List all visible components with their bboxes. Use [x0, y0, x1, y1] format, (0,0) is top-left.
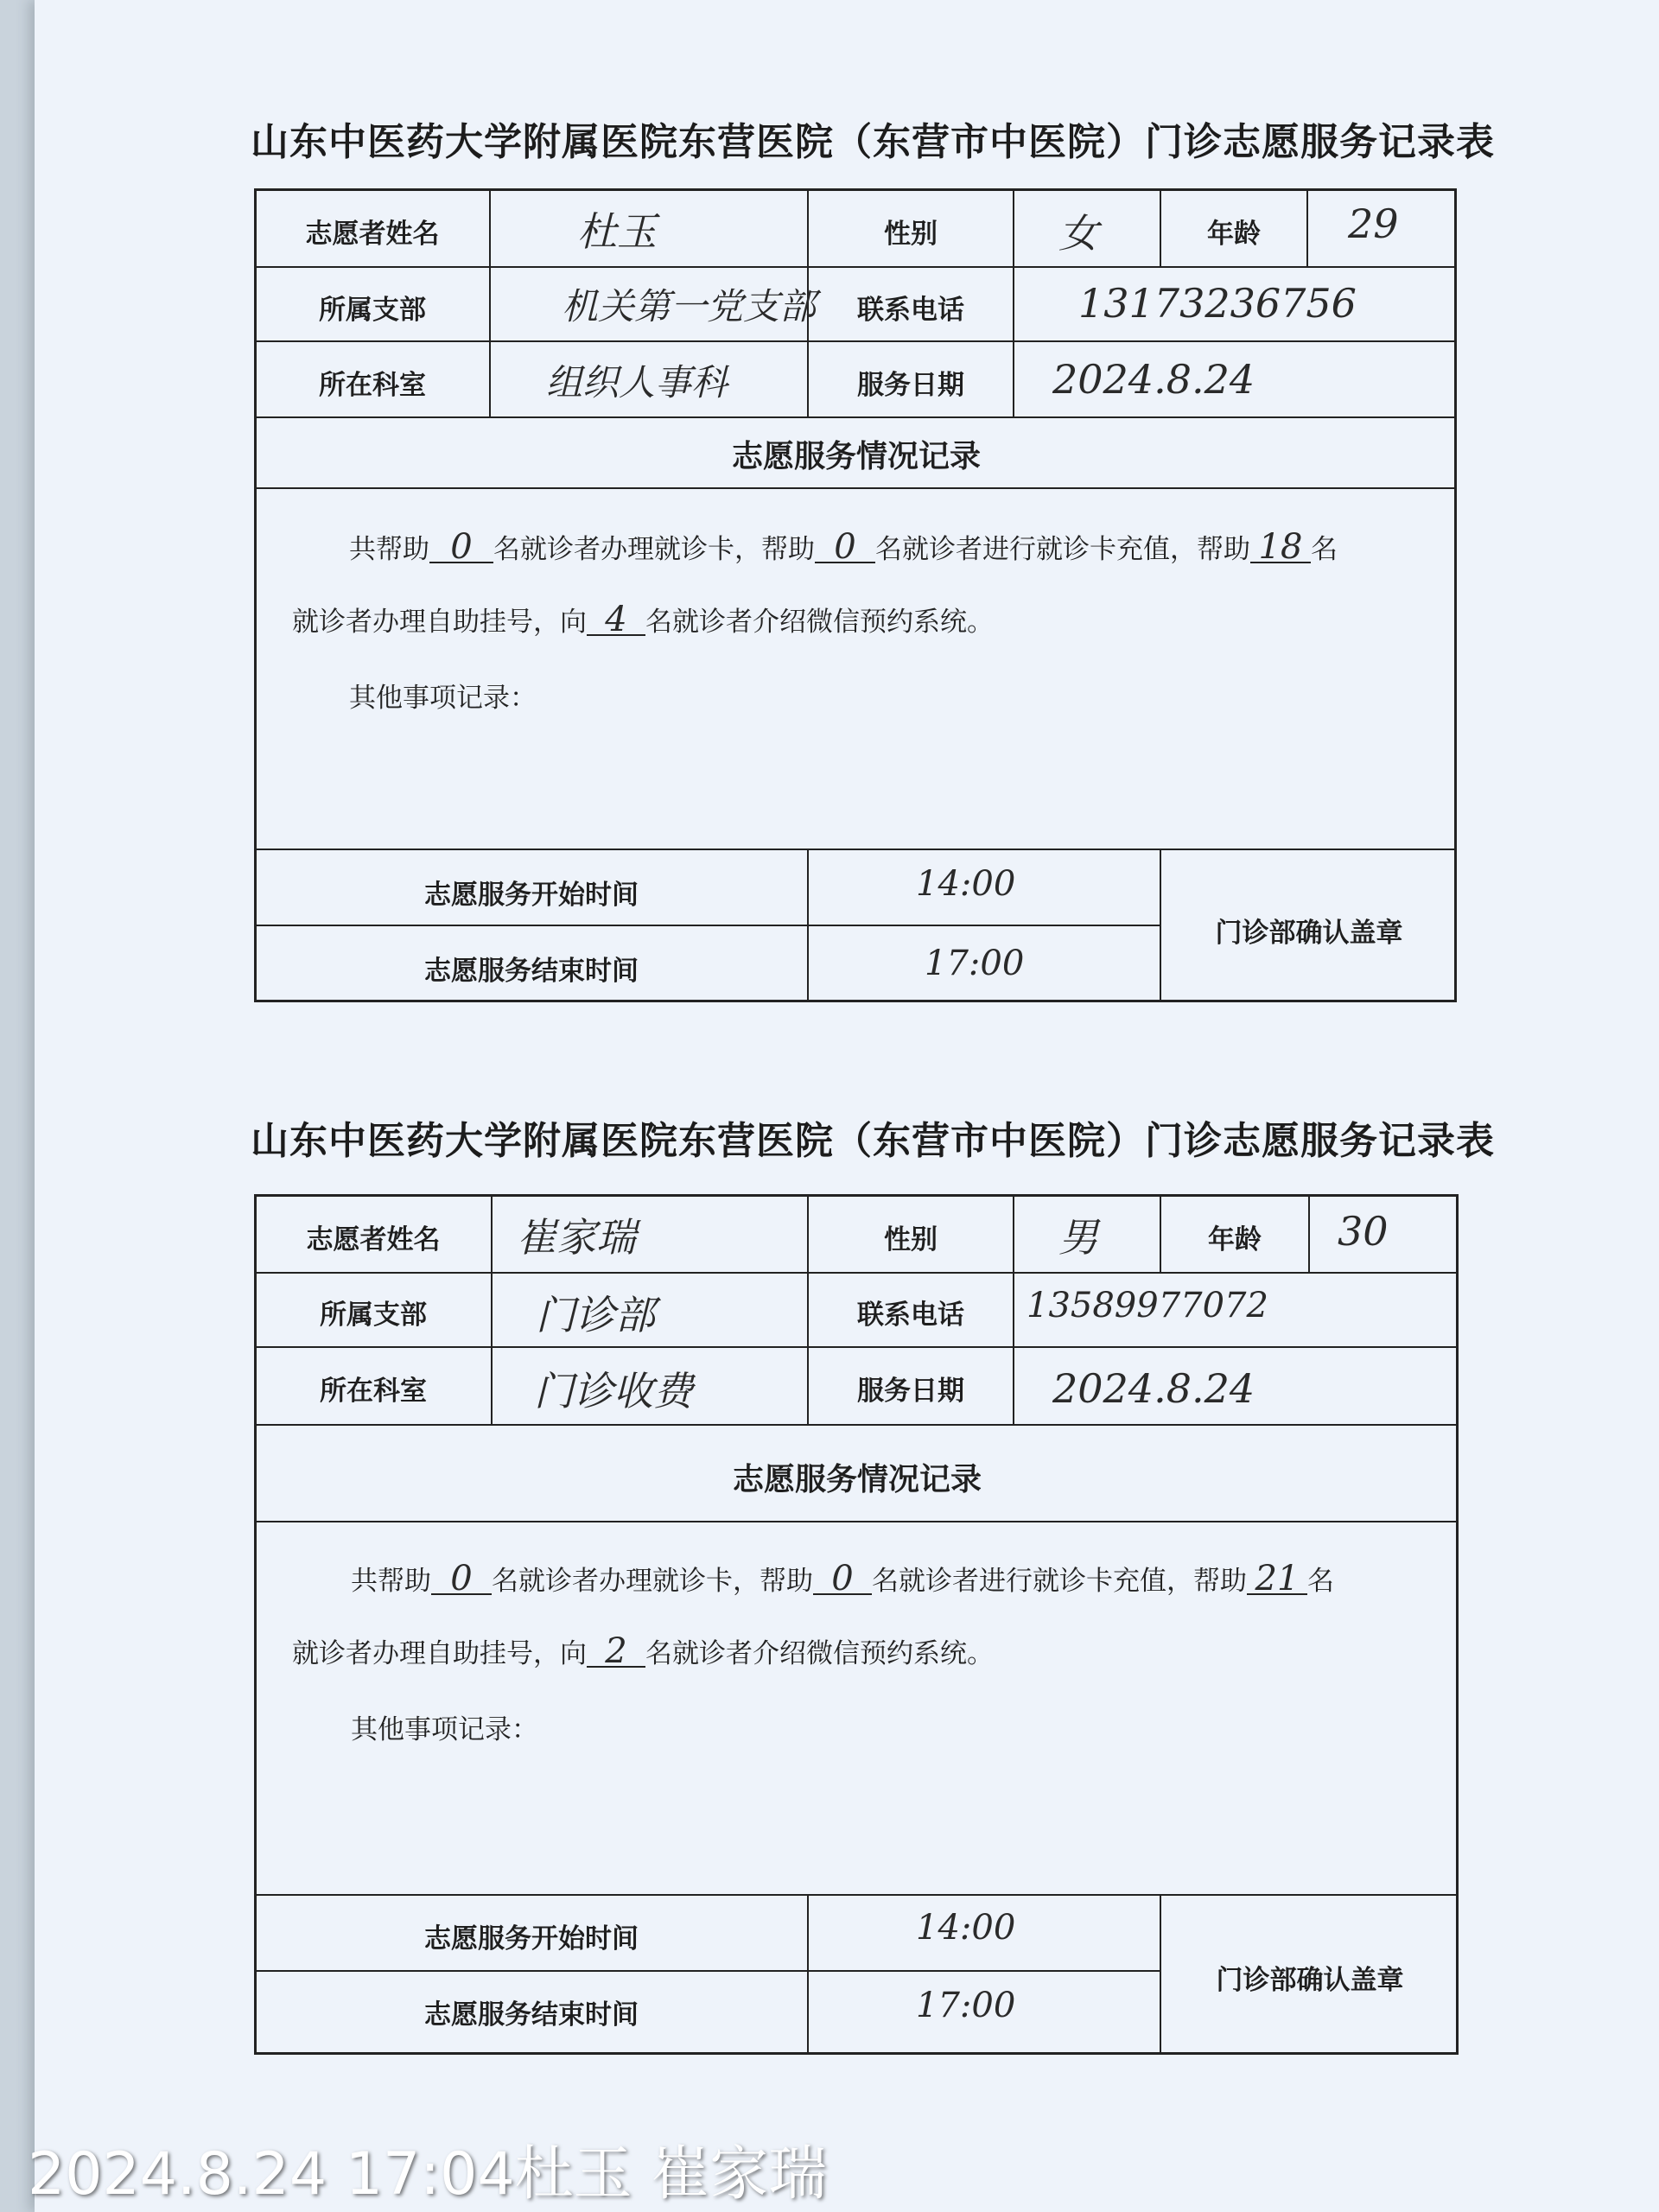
value-end-time: 17:00 — [925, 944, 1025, 983]
label-volunteer-name: 志愿者姓名 — [306, 1224, 441, 1255]
label-phone: 联系电话 — [857, 1300, 964, 1331]
label-department: 所在科室 — [320, 1376, 427, 1407]
blank-cards-recharged: 0 — [813, 1564, 872, 1595]
label-age: 年龄 — [1207, 219, 1261, 250]
value-start-time: 14:00 — [916, 864, 1016, 904]
record-line-2: 就诊者办理自助挂号，向 2 名就诊者介绍微信预约系统。 — [292, 1631, 994, 1671]
form-title: 山东中医药大学附属医院东营医院（东营市中医院）门诊志愿服务记录表 — [251, 120, 1495, 164]
label-service-date: 服务日期 — [857, 1376, 964, 1407]
record-line-1: 共帮助 0 名就诊者办理就诊卡，帮助 0 名就诊者进行就诊卡充值，帮助 21 名 — [351, 1559, 1334, 1599]
label-gender: 性别 — [884, 1224, 938, 1255]
blank-self-registration: 21 — [1247, 1564, 1307, 1595]
record-line-1: 共帮助 0 名就诊者办理就诊卡，帮助 0 名就诊者进行就诊卡充值，帮助 18 名 — [349, 527, 1338, 567]
label-branch: 所属支部 — [320, 1300, 427, 1331]
label-start-time: 志愿服务开始时间 — [424, 1923, 639, 1955]
label-end-time: 志愿服务结束时间 — [424, 1999, 639, 2031]
value-department: 门诊收费 — [534, 1368, 693, 1414]
label-volunteer-name: 志愿者姓名 — [305, 219, 440, 250]
record-line-2: 就诊者办理自助挂号，向 4 名就诊者介绍微信预约系统。 — [292, 600, 994, 639]
value-gender: 女 — [1058, 210, 1098, 257]
value-gender: 男 — [1058, 1214, 1098, 1261]
value-volunteer-name: 崔家瑞 — [517, 1214, 636, 1261]
blank-self-registration: 18 — [1250, 532, 1311, 563]
blank-wechat-intro: 2 — [587, 1637, 645, 1668]
label-branch: 所属支部 — [319, 295, 426, 326]
value-phone: 13173236756 — [1078, 280, 1357, 327]
blank-wechat-intro: 4 — [587, 605, 645, 636]
other-matters-label: 其他事项记录： — [351, 1714, 538, 1745]
value-service-date: 2024.8.24 — [1052, 356, 1255, 403]
value-branch: 门诊部 — [536, 1292, 655, 1338]
value-service-date: 2024.8.24 — [1052, 1365, 1255, 1412]
section-header: 志愿服务情况记录 — [732, 1462, 982, 1497]
label-age: 年龄 — [1208, 1224, 1262, 1255]
label-service-date: 服务日期 — [857, 370, 964, 401]
label-end-time: 志愿服务结束时间 — [424, 956, 639, 987]
value-end-time: 17:00 — [916, 1986, 1016, 2025]
label-start-time: 志愿服务开始时间 — [424, 880, 639, 911]
label-gender: 性别 — [884, 219, 938, 250]
value-age: 30 — [1338, 1208, 1389, 1255]
blank-cards-issued: 0 — [429, 532, 493, 563]
other-matters-label: 其他事项记录： — [349, 683, 537, 714]
label-stamp: 门诊部确认盖章 — [1216, 1965, 1404, 1996]
form-title: 山东中医药大学附属医院东营医院（东营市中医院）门诊志愿服务记录表 — [251, 1119, 1495, 1163]
value-phone: 13589977072 — [1027, 1286, 1268, 1325]
blank-cards-recharged: 0 — [815, 532, 875, 563]
value-department: 组织人事科 — [546, 361, 728, 404]
label-department: 所在科室 — [319, 370, 426, 401]
section-header: 志愿服务情况记录 — [731, 439, 981, 474]
label-phone: 联系电话 — [857, 295, 964, 326]
value-branch: 机关第一党支部 — [562, 285, 817, 327]
value-age: 29 — [1348, 200, 1399, 247]
value-volunteer-name: 杜玉 — [577, 208, 657, 255]
value-start-time: 14:00 — [916, 1908, 1016, 1948]
label-stamp: 门诊部确认盖章 — [1215, 918, 1403, 949]
blank-cards-issued: 0 — [431, 1564, 492, 1595]
photo-timestamp-caption: 2024.8.24 17:04杜玉 崔家瑞 — [28, 2140, 828, 2209]
